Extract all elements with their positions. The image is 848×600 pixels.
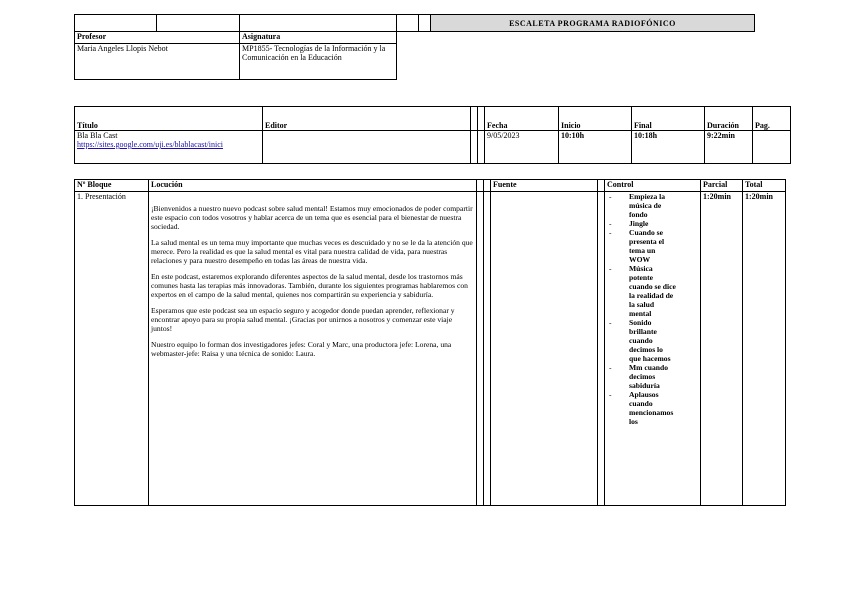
header-empty-cell — [419, 15, 431, 32]
header-empty-cell — [240, 15, 397, 32]
final-value: 10:18h — [632, 131, 705, 164]
control-header: Control — [605, 180, 701, 192]
control-list-item — [607, 264, 676, 318]
bullet-dash: - — [609, 228, 612, 237]
final-header: Final — [632, 107, 705, 131]
program-empty-cell — [471, 131, 478, 164]
bullet-dash: - — [609, 363, 612, 372]
blocks-empty-cell — [598, 180, 605, 192]
fecha-header: Fecha — [485, 107, 559, 131]
fuente-value — [491, 192, 598, 506]
locucion-paragraph: En este podcast, estaremos explorando diferentes aspectos de la salud mental, desde los trastornos más comunes hasta las terapias más innovadoras. También, durante los siguientes programas hablaremos con expertos en el campo de la salud mental, quienes nos compartirán su experiencia y sabiduría. — [151, 272, 468, 299]
pag-header: Pag. — [753, 107, 791, 131]
bullet-dash: - — [609, 264, 612, 273]
blocks-empty-cell — [484, 180, 491, 192]
fuente-header: Fuente — [491, 180, 598, 192]
bloque-header: Nº Bloque — [75, 180, 149, 192]
header-spacer — [397, 32, 755, 44]
control-item-text: Música potente cuando se dice la realidad de la salud mental — [629, 264, 676, 318]
control-item-text: Jingle — [629, 219, 649, 228]
titulo-cell — [75, 131, 263, 164]
titulo-value: Bla Bla Cast — [77, 131, 118, 140]
control-list-item — [607, 228, 676, 264]
titulo-header: Título — [75, 107, 263, 131]
program-empty-cell — [478, 131, 485, 164]
locucion-paragraph: La salud mental es un tema muy importante que muchas veces es descuidado y no se le da la atención que merece. Pero la realidad es que la salud mental es vital para nuestra calidad de vida, para nuestras relaciones y para nuestro desempeño en todas las áreas de nuestra vida. — [151, 238, 473, 265]
locucion-cell — [149, 192, 477, 506]
bloque-value: 1. Presentación — [75, 192, 149, 506]
header-spacer — [397, 44, 755, 80]
header-empty-cell — [75, 15, 157, 32]
locucion-header: Locución — [149, 180, 477, 192]
header-table — [74, 14, 755, 80]
inicio-value: 10:10h — [559, 131, 632, 164]
program-empty-cell — [471, 107, 478, 131]
control-item-text: Cuando se presenta el tema un WOW — [629, 228, 665, 264]
inicio-header: Inicio — [559, 107, 632, 131]
control-cell — [605, 192, 701, 506]
header-empty-cell — [157, 15, 240, 32]
control-item-text: Aplausos cuando mencionamos los — [629, 390, 674, 426]
blocks-empty-cell — [477, 180, 484, 192]
control-item-text: Empieza la música de fondo — [629, 192, 666, 219]
parcial-value: 1:20min — [701, 192, 743, 506]
control-item-text: Sonido brillante cuando decimos lo que hacemos — [629, 318, 671, 363]
blocks-empty-cell — [484, 192, 491, 506]
duracion-header: Duración — [705, 107, 753, 131]
blocks-table — [74, 179, 786, 506]
duracion-value: 9:22min — [705, 131, 753, 164]
pag-value — [753, 131, 791, 164]
editor-header: Editor — [263, 107, 471, 131]
bullet-dash: - — [609, 219, 612, 228]
control-list-item — [607, 390, 676, 426]
control-item-text: Mm cuando decimos sabiduría — [629, 363, 669, 390]
profesor-label: Profesor — [75, 32, 240, 44]
locucion-paragraph: ¡Bienvenidos a nuestro nuevo podcast sobre salud mental! Estamos muy emocionados de poder compartir este espacio con todos vosotros y hablar acerca de un tema que es esencial para el bienestar de nuestra sociedad. — [151, 204, 473, 231]
asignatura-value: MP1855- Tecnologías de la Información y la Comunicación en la Educación — [240, 44, 397, 80]
total-value: 1:20min — [743, 192, 786, 506]
profesor-value: Maria Angeles Llopis Nebot — [75, 44, 240, 80]
bullet-dash: - — [609, 192, 612, 201]
control-list-item — [607, 192, 676, 219]
control-list — [607, 192, 676, 426]
program-empty-cell — [478, 107, 485, 131]
blocks-empty-cell — [477, 192, 484, 506]
control-list-item — [607, 318, 676, 363]
control-list-item — [607, 219, 676, 228]
total-header: Total — [743, 180, 786, 192]
program-info-table — [74, 106, 791, 164]
locucion-paragraph: Esperamos que este podcast sea un espacio seguro y acogedor donde puedan aprender, reflexionar y encontrar apoyo para su propia salud mental. ¡Gracias por unirnos a nosotros y comenzar este viaje juntos! — [151, 306, 455, 333]
blocks-empty-cell — [598, 192, 605, 506]
document-title: ESCALETA PROGRAMA RADIOFÓNICO — [431, 15, 755, 32]
titulo-link[interactable]: https://sites.google.com/uji.es/blablacast/inici — [77, 140, 223, 149]
asignatura-label: Asignatura — [240, 32, 397, 44]
locucion-paragraph: Nuestro equipo lo forman dos investigadores jefes: Coral y Marc, una productora jefe: Lorena, una webmaster-jefe: Raisa y una técnica de sonido: Laura. — [151, 340, 452, 358]
fecha-value: 9/05/2023 — [485, 131, 559, 164]
bullet-dash: - — [609, 318, 612, 327]
control-list-item — [607, 363, 676, 390]
bullet-dash: - — [609, 390, 612, 399]
header-empty-cell — [397, 15, 419, 32]
parcial-header: Parcial — [701, 180, 743, 192]
editor-value — [263, 131, 471, 164]
